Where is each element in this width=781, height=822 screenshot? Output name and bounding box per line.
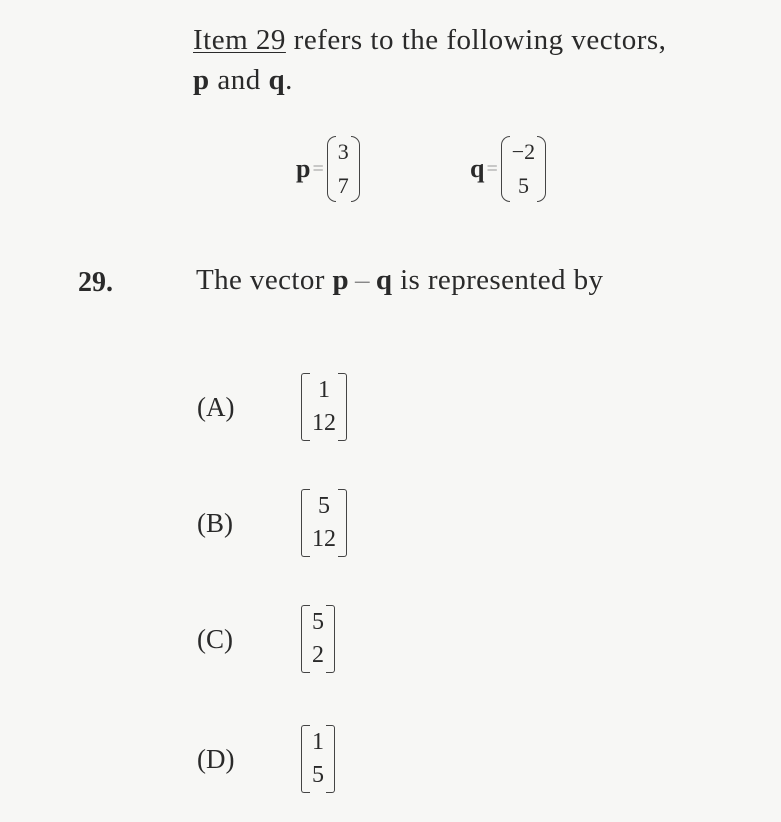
vector-p-name: p — [296, 154, 311, 183]
option-d-vector — [301, 725, 335, 793]
option-a[interactable] — [197, 373, 347, 441]
option-a-bottom: 12 — [312, 410, 336, 436]
left-bracket — [301, 489, 310, 557]
intro-line-2 — [193, 60, 666, 100]
vector-q-top: −2 — [511, 139, 536, 164]
option-b-label: (B) — [197, 507, 233, 538]
intro-text: refers to the following vectors, — [293, 24, 667, 56]
vector-p-top: 3 — [337, 139, 349, 164]
right-bracket — [338, 489, 347, 557]
option-c-label: (C) — [197, 623, 233, 654]
vector-q-bottom: 5 — [517, 173, 529, 198]
intro-line-1 — [193, 20, 666, 60]
left-bracket — [301, 725, 310, 793]
question-stem — [196, 264, 603, 297]
left-bracket — [301, 373, 310, 441]
option-d-bottom: 5 — [312, 762, 324, 788]
option-a-label: (A) — [197, 391, 235, 422]
stem-text-after: is represented by — [400, 264, 604, 296]
vector-q-matrix — [501, 136, 546, 202]
vector-p-bottom: 7 — [337, 173, 349, 198]
option-c-vector — [301, 605, 335, 673]
option-d-top: 1 — [312, 729, 324, 755]
left-paren — [327, 136, 336, 202]
left-bracket — [301, 605, 310, 673]
minus-sign: – — [354, 264, 370, 296]
right-paren — [537, 136, 546, 202]
question-number: 29. — [78, 267, 113, 298]
option-d[interactable] — [197, 725, 335, 793]
option-c[interactable] — [197, 605, 335, 673]
period: . — [285, 64, 293, 96]
right-bracket — [326, 725, 335, 793]
item-reference: Item 29 — [193, 24, 286, 56]
stem-text-before: The vector — [196, 264, 325, 296]
vector-q-name: q — [470, 154, 485, 183]
equals-sign: = — [486, 157, 498, 180]
option-c-top: 5 — [312, 609, 324, 635]
vector-q-definition — [470, 136, 546, 202]
vector-p-matrix — [327, 136, 360, 202]
left-paren — [501, 136, 510, 202]
equals-sign: = — [312, 157, 324, 180]
right-bracket — [326, 605, 335, 673]
vector-p-definition — [296, 136, 360, 202]
option-a-vector — [301, 373, 347, 441]
option-d-label: (D) — [197, 743, 235, 774]
vector-p-symbol: p — [193, 64, 210, 96]
stem-vector-q: q — [375, 264, 393, 296]
option-b-top: 5 — [318, 493, 330, 519]
option-c-bottom: 2 — [312, 642, 324, 668]
right-paren — [351, 136, 360, 202]
option-b-bottom: 12 — [312, 526, 336, 552]
and-word: and — [217, 64, 261, 96]
right-bracket — [338, 373, 347, 441]
vector-q-symbol: q — [268, 64, 286, 96]
option-b-vector — [301, 489, 347, 557]
option-b[interactable] — [197, 489, 347, 557]
stem-vector-p: p — [332, 264, 349, 296]
item-intro — [193, 20, 666, 100]
option-a-top: 1 — [318, 377, 330, 403]
